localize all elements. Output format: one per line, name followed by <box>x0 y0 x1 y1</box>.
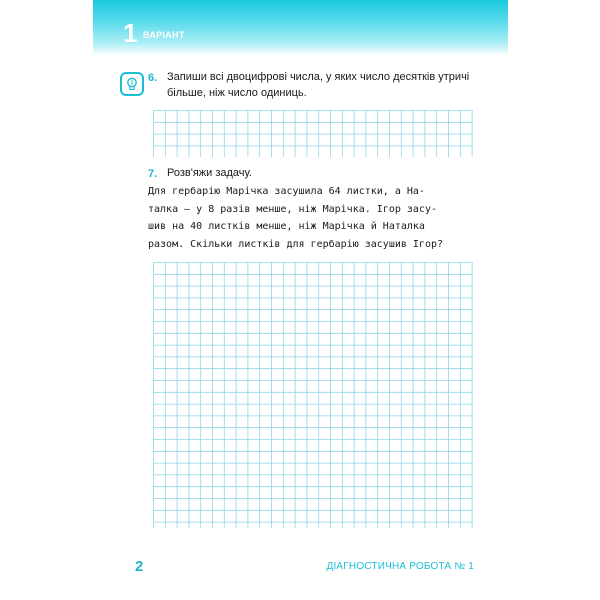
header-band <box>93 0 508 56</box>
answer-grid-task-6[interactable] <box>153 110 473 158</box>
task-7-instruction: Розв'яжи задачу. <box>167 167 252 179</box>
page-number: 2 <box>135 558 144 575</box>
workbook-page <box>93 0 508 600</box>
problem-line: шив на 40 листків менше, ніж Марічка й Наталка <box>148 221 425 233</box>
variant-number: 1 <box>123 18 138 48</box>
problem-line: Для гербарію Марічка засушила 64 листки, а На- <box>148 186 425 197</box>
lightbulb-icon <box>120 72 144 96</box>
variant-label: ВАРІАНТ <box>143 30 185 40</box>
task-6-text-line1: Запиши всі двоцифрові числа, у яких число десятків утричі <box>167 71 470 83</box>
problem-line: талка — у 8 разів менше, ніж Марічка. Ігор засу- <box>148 203 437 215</box>
task-7-problem <box>148 183 471 253</box>
task-7-number: 7. <box>148 168 158 180</box>
problem-line: разом. Скільки листків для гербарію засушив Ігор? <box>148 238 444 250</box>
footer-title: ДІАГНОСТИЧНА РОБОТА № 1 <box>326 561 474 572</box>
answer-grid-task-7[interactable] <box>153 262 473 532</box>
task-6-number: 6. <box>148 72 158 84</box>
task-6-text-line2: більше, ніж число одиниць. <box>167 87 307 99</box>
